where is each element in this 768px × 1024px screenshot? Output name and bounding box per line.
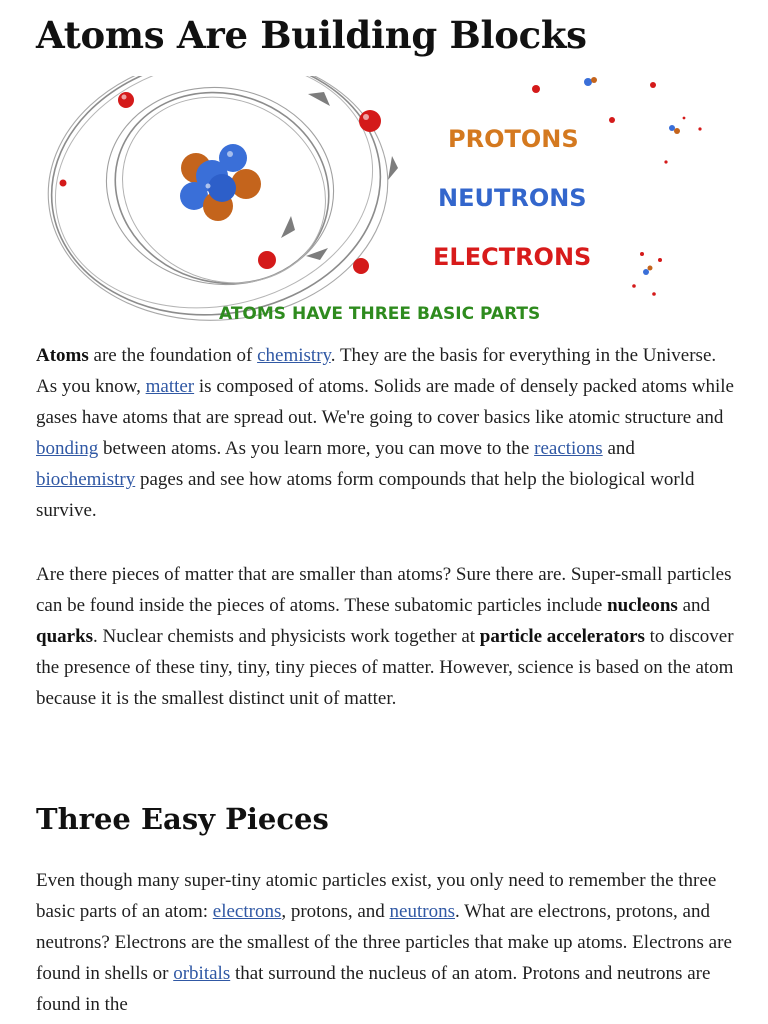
link-chemistry[interactable]: chemistry: [257, 345, 331, 366]
nucleus: [180, 144, 261, 221]
text-segment: . What are electrons, protons, and neutrons? Electrons are the smallest of the three particles that make up atoms. Electrons are found in shells or: [36, 901, 732, 984]
three-pieces-paragraph: [36, 865, 736, 1020]
atom-diagram-svg: [36, 76, 736, 328]
link-bonding[interactable]: bonding: [36, 438, 99, 459]
nucleons-bold: nucleons: [607, 595, 678, 616]
link-biochemistry[interactable]: biochemistry: [36, 469, 136, 490]
atom-illustration: [36, 76, 736, 328]
electrons-label: ELECTRONS: [433, 243, 592, 271]
link-orbitals[interactable]: orbitals: [173, 963, 231, 984]
link-reactions[interactable]: reactions: [534, 438, 603, 459]
page-title: Atoms Are Building Blocks: [36, 13, 587, 57]
link-matter[interactable]: matter: [145, 376, 195, 397]
text-segment: . Nuclear chemists and physicists work together at: [93, 626, 480, 647]
text-segment: are the foundation of: [88, 345, 258, 366]
text-segment: Even though many super-tiny atomic particles exist, you only need to remember the three basic parts of an atom:: [36, 870, 717, 922]
link-electrons[interactable]: electrons: [212, 901, 282, 922]
text-segment: Are there pieces of matter that are smaller than atoms? Sure there are. Super-small particles can be found inside the pieces of atoms. These subatomic particles include: [36, 564, 732, 616]
particle-accelerators-bold: particle accelerators: [479, 626, 645, 647]
text-segment: is composed of atoms. Solids are made of densely packed atoms while gases have atoms that are spread out. We're going to cover basics like atomic structure and: [36, 376, 734, 428]
text-segment: . They are the basis for everything in the Universe. As you know,: [36, 345, 717, 397]
section-heading: Three Easy Pieces: [36, 802, 329, 836]
text-segment: that surround the nucleus of an atom. Protons and neutrons are found in the: [36, 963, 711, 1015]
text-segment: to discover the presence of these tiny, tiny, tiny pieces of matter. However, science is based on the atom because it is the smallest distinct unit of matter.: [36, 626, 734, 709]
neutrons-label: NEUTRONS: [438, 184, 587, 212]
subatomic-paragraph: [36, 559, 736, 714]
text-segment: and: [677, 595, 710, 616]
text-segment: and: [602, 438, 635, 459]
atoms-bold: Atoms: [36, 345, 89, 366]
text-segment: , protons, and: [281, 901, 390, 922]
protons-label: PROTONS: [448, 125, 579, 153]
illustration-caption: ATOMS HAVE THREE BASIC PARTS: [219, 304, 541, 324]
link-neutrons[interactable]: neutrons: [389, 901, 455, 922]
text-segment: between atoms. As you learn more, you can move to the: [98, 438, 535, 459]
quarks-bold: quarks: [36, 626, 94, 647]
text-segment: pages and see how atoms form compounds that help the biological world survive.: [36, 469, 695, 521]
intro-paragraph: [36, 340, 736, 526]
